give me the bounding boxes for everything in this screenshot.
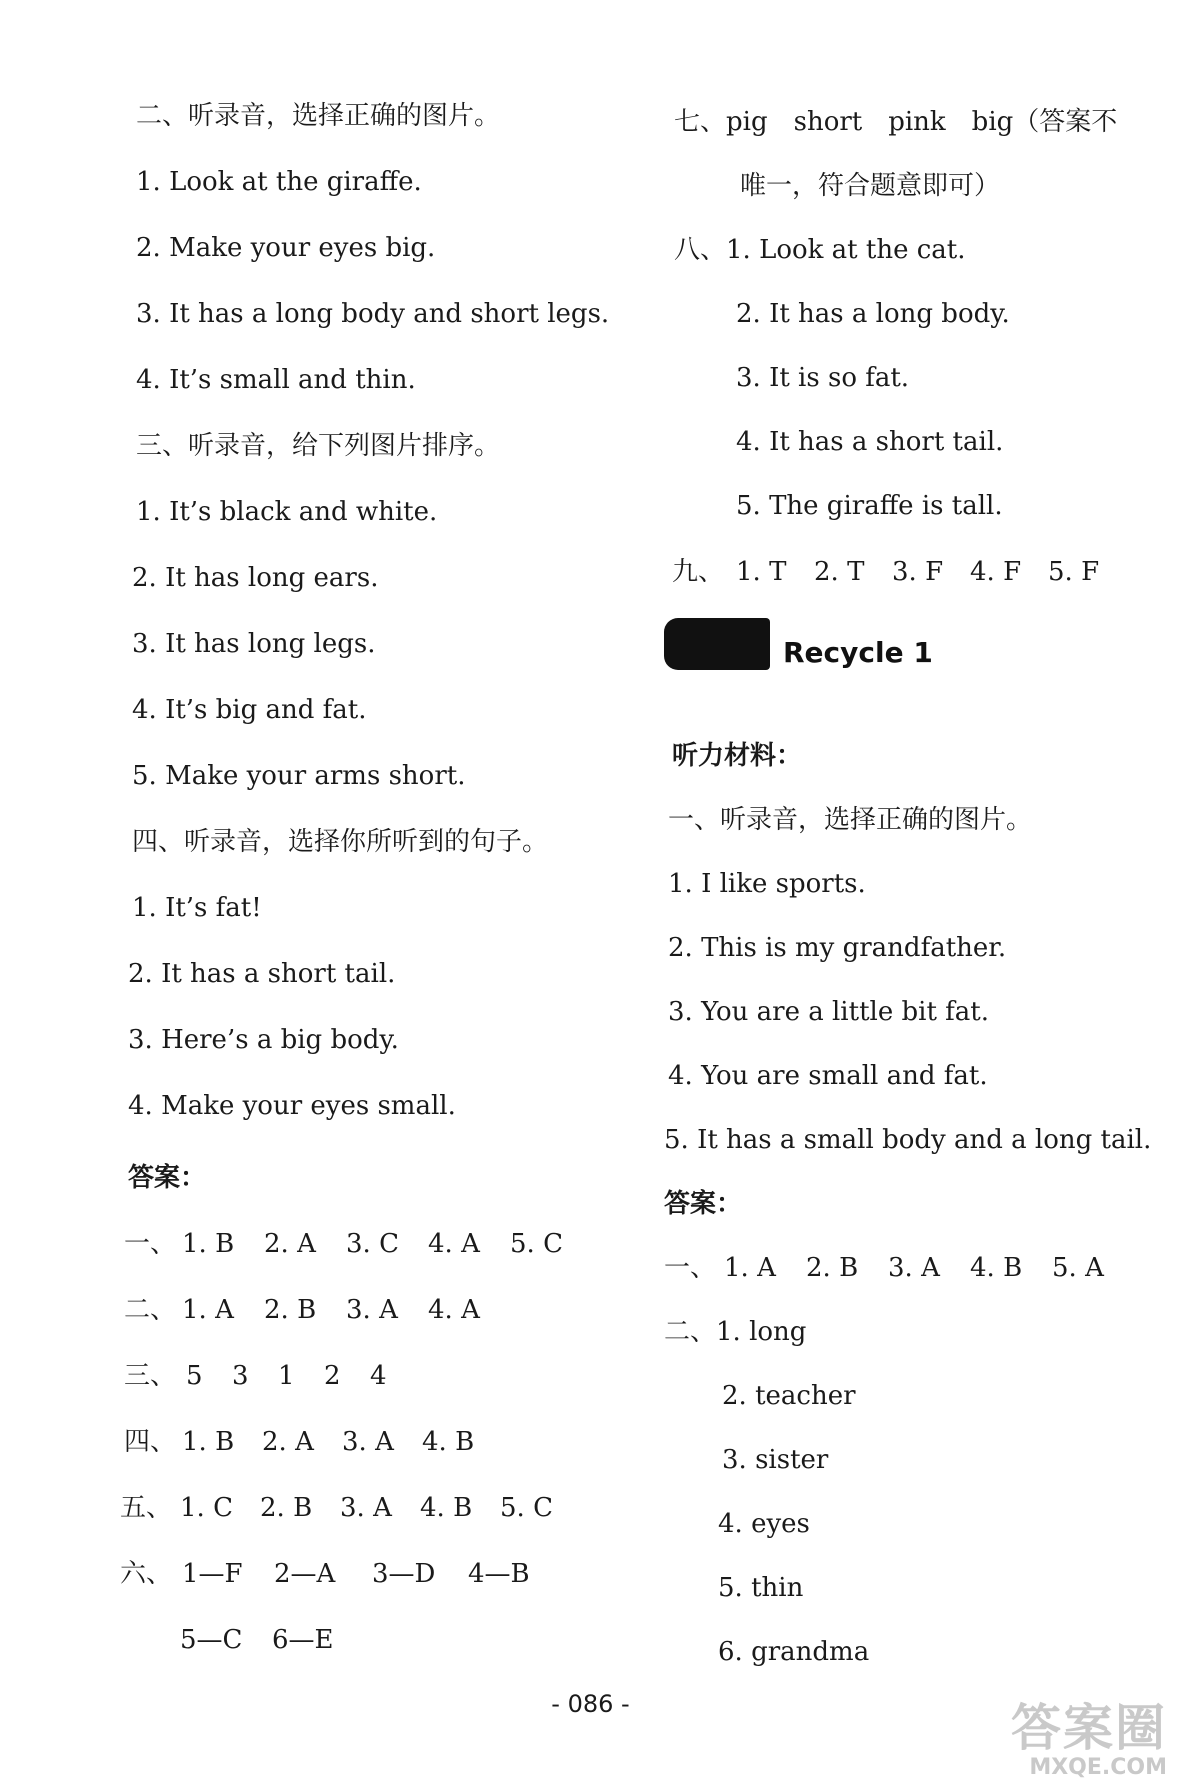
answer-item: 1. B [182,1427,235,1457]
answer-item: 2 [324,1361,341,1391]
answer-item: 4 [370,1361,387,1391]
answer-item: 2. B [806,1253,859,1283]
listening-heading: 听力材料： [672,741,803,771]
answer-item: 5. C [500,1493,553,1523]
answer-item: 2. B [264,1295,317,1325]
list-item: 4. It’s big and fat. [132,695,367,725]
answer-item: 5 [186,1361,203,1391]
answer-item: 1. T [736,557,787,587]
section-7-line-2: 唯一，符合题意即可） [740,171,1001,201]
answer-row-continued [180,1624,334,1656]
answer-item: 4. B [420,1493,473,1523]
section-badge [664,618,770,670]
answer-item: 5. A [1052,1253,1104,1283]
watermark-url: MXQE.COM [1029,1755,1167,1780]
answer-row [124,1228,563,1260]
list-item: 3. It is so fat. [736,363,910,393]
list-item: 2. Make your eyes big. [136,233,436,263]
list-item: 4. It has a short tail. [736,427,1004,457]
answer-item: 2. B [260,1493,313,1523]
list-item: 5. Make your arms short. [132,761,466,791]
answer-row [120,1492,553,1524]
answer-item: 4. A [428,1229,480,1259]
list-item: 5. The giraffe is tall. [736,491,1003,521]
section-3-heading: 三、听录音，给下列图片排序。 [136,431,501,461]
page-number: - 086 - [551,1690,630,1718]
section-2-heading: 二、听录音，选择正确的图片。 [136,101,501,131]
answer-label: 三、 [124,1361,177,1391]
section-4-heading: 四、听录音，选择你所听到的句子。 [132,827,549,857]
answer-label: 九、 [672,557,725,587]
answer-item: 3. C [346,1229,399,1259]
list-item: 3. Here’s a big body. [128,1025,399,1055]
list-item: 3. It has long legs. [132,629,376,659]
answer-item: 3. A [340,1493,392,1523]
list-item: 1. I like sports. [668,869,866,899]
answer-item: 4. A [428,1295,480,1325]
list-item: 1. It’s black and white. [136,497,438,527]
answer-label: 五、 [120,1493,173,1523]
answer-item: 2. T [814,557,865,587]
section-title: Recycle 1 [783,636,933,669]
list-item: 3. It has a long body and short legs. [136,299,610,329]
answer-label: 四、 [124,1427,177,1457]
answers-heading: 答案： [128,1163,207,1193]
answer-item: 3 [232,1361,249,1391]
list-item: 4. eyes [718,1509,810,1539]
answer-item: 4. B [422,1427,475,1457]
list-item: 1. It’s fat! [132,893,262,923]
list-item: 6. grandma [718,1637,870,1667]
list-item: 5. thin [718,1573,804,1603]
list-item: 4. Make your eyes small. [128,1091,456,1121]
list-item: 4. It’s small and thin. [136,365,416,395]
section-8-first-item: 八、1. Look at the cat. [674,235,966,265]
answer-row [124,1426,474,1458]
answer-row [672,556,1099,588]
list-item: 2. It has a long body. [736,299,1010,329]
list-item: 3. sister [722,1445,829,1475]
list-item: 5. It has a small body and a long tail. [664,1125,1152,1155]
answer-label: 二、 [124,1295,177,1325]
answer-item: 1 [278,1361,295,1391]
list-item: 2. It has a short tail. [128,959,396,989]
recycle-section-1-heading: 一、听录音，选择正确的图片。 [668,805,1033,835]
answer-label: 一、 [664,1253,717,1283]
answer-item: 1. A [724,1253,776,1283]
answer-item: 5. F [1048,557,1100,587]
answer-label: 六、 [120,1559,173,1589]
answer-item: 1—F [182,1559,243,1589]
answer-item: 4. F [970,557,1022,587]
list-item: 3. You are a little bit fat. [668,997,989,1027]
answer-item: 3—D [372,1559,436,1589]
answer-item: 5. C [510,1229,563,1259]
answer-item: 3. A [888,1253,940,1283]
answer-item: 3. A [346,1295,398,1325]
list-item: 2. teacher [722,1381,856,1411]
answer-row [124,1294,480,1326]
watermark-logo: 答案圈 [1011,1699,1167,1757]
list-item: 4. You are small and fat. [668,1061,988,1091]
answer-item: 6—E [272,1625,334,1655]
answer-item: 1. A [182,1295,234,1325]
answer-item: 4. B [970,1253,1023,1283]
answer-label: 一、 [124,1229,177,1259]
list-item: 2. This is my grandfather. [668,933,1007,963]
answer-item: 1. C [180,1493,233,1523]
answer-item: 2—A [274,1559,336,1589]
answer-item: 2. A [264,1229,316,1259]
list-item: 1. Look at the giraffe. [136,167,422,197]
answers-heading: 答案： [664,1189,743,1219]
list-item: 2. It has long ears. [132,563,379,593]
answer-item: 4—B [468,1559,530,1589]
answer-row [120,1558,530,1590]
answer-item: 5—C [180,1625,243,1655]
watermark [987,1700,1167,1784]
section-7-line-1: 七、pig short pink big（答案不 [674,107,1118,137]
answer-item: 2. A [262,1427,314,1457]
answer-row [124,1360,387,1392]
answer-item: 3. A [342,1427,394,1457]
answer-item: 1. B [182,1229,235,1259]
answer-item: 3. F [892,557,944,587]
answer-row [664,1252,1104,1284]
answer-row: 二、1. long [664,1317,807,1347]
